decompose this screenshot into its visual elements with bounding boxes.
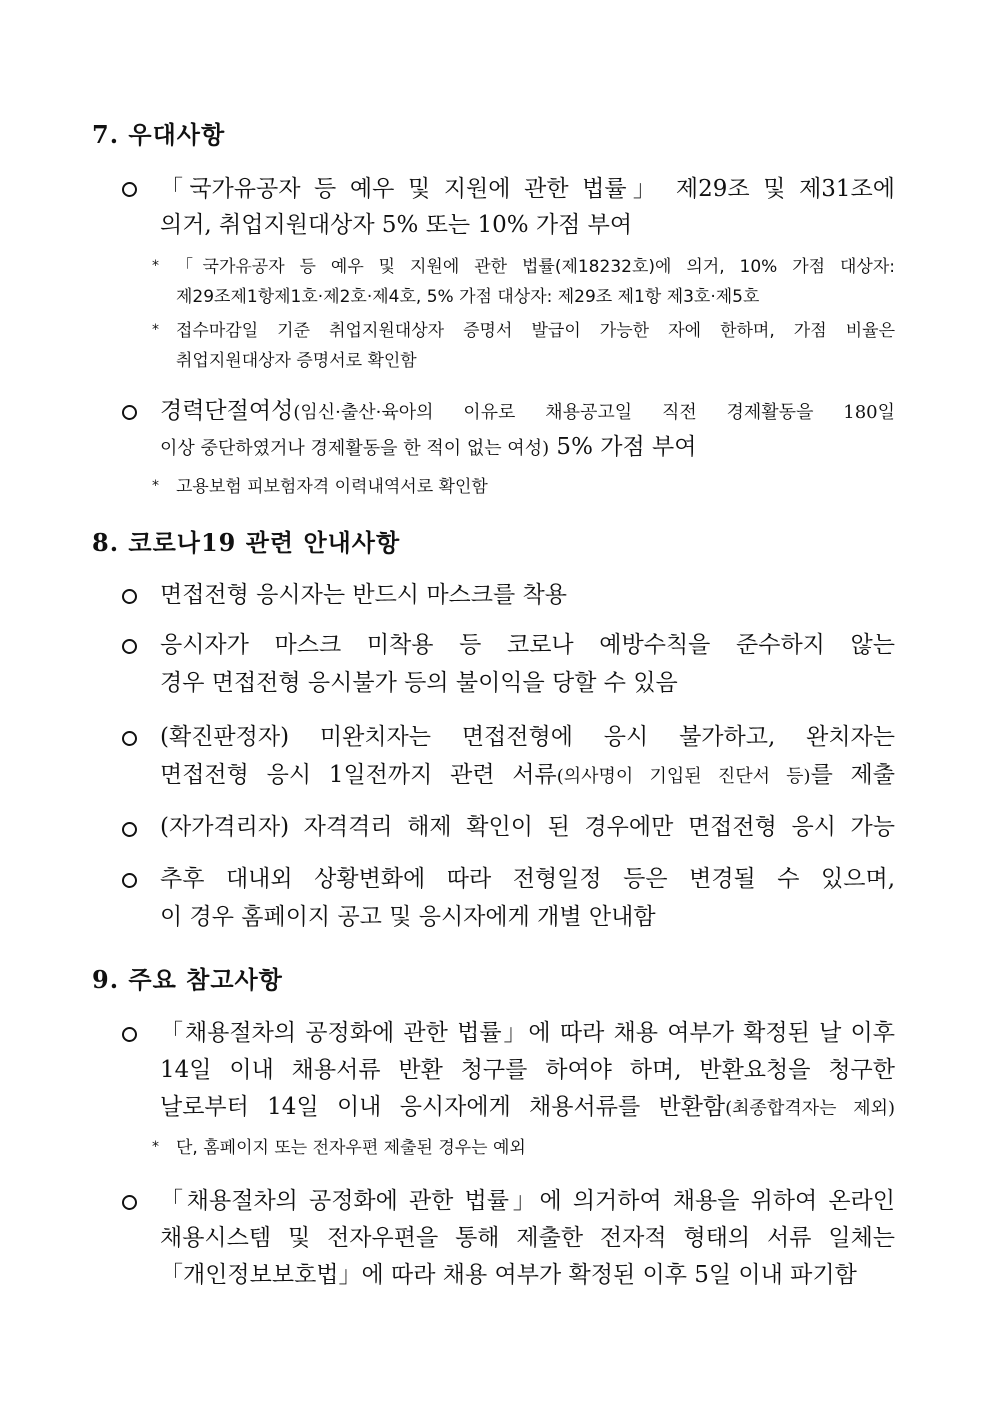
s9-item2-line3: 「개인정보보호법」에 따라 채용 여부가 확정된 이후 5일 이내 파기함 xyxy=(160,1262,857,1288)
note-mark: * xyxy=(152,258,159,274)
note-mark: * xyxy=(152,322,159,338)
s9-item2-line2: 채용시스템 및 전자우편을 통해 제출한 전자적 형태의 서류 일체는 xyxy=(160,1225,895,1251)
s8-item2-line1: 응시자가 마스크 미착용 등 코로나 예방수칙을 준수하지 않는 xyxy=(160,632,895,658)
section-9-heading: 9. 주요 참고사항 xyxy=(92,965,283,994)
s9-item1-line2: 14일 이내 채용서류 반환 청구를 하여야 하며, 반환요청을 청구한 xyxy=(160,1057,895,1083)
s7-item2-line2 xyxy=(160,428,696,461)
s8-item3-end: 를 제출 xyxy=(810,762,895,788)
bullet-icon xyxy=(122,587,140,605)
s7-item2-main2: 5% 가점 부여 xyxy=(549,434,697,460)
s7-item1-line1: 「국가유공자 등 예우 및 지원에 관한 법률」 제29조 및 제31조에 xyxy=(160,176,895,202)
s8-item3-paren: (의사명이 기입된 진단서 등) xyxy=(556,766,811,787)
section-7-heading: 7. 우대사항 xyxy=(92,120,226,149)
s7-item1-note1-line1: 「국가유공자 등 예우 및 지원에 관한 법률(제18232호)에 의거, 10% 가점 대상자: xyxy=(176,257,895,277)
s9-item1-line3 xyxy=(160,1088,895,1121)
s8-item2-line2: 경우 면접전형 응시불가 등의 불이익을 당할 수 있음 xyxy=(160,670,678,696)
s7-item2-paren2: 이상 중단하였거나 경제활동을 한 적이 없는 여성) xyxy=(160,438,550,459)
s7-item2-paren: (임신·출산·육아의 이유로 채용공고일 직전 경제활동을 180일 xyxy=(293,402,895,423)
s7-item1-line2: 의거, 취업지원대상자 5% 또는 10% 가점 부여 xyxy=(160,212,633,238)
note-mark: * xyxy=(152,478,159,494)
s8-item1: 면접전형 응시자는 반드시 마스크를 착용 xyxy=(160,582,567,608)
s9-item2-line1: 「채용절차의 공정화에 관한 법률」에 의거하여 채용을 위하여 온라인 xyxy=(160,1188,895,1214)
bullet-icon xyxy=(122,820,140,838)
s8-item3-line2 xyxy=(160,756,895,789)
s7-item1-note2-line1: 접수마감일 기준 취업지원대상자 증명서 발급이 가능한 자에 한하며, 가점 비율은 xyxy=(176,321,895,341)
s8-item4: (자가격리자) 자격격리 해제 확인이 된 경우에만 면접전형 응시 가능 xyxy=(160,814,895,840)
bullet-icon xyxy=(122,1193,140,1211)
note-mark: * xyxy=(152,1139,159,1155)
s8-item5-line1: 추후 대내외 상황변화에 따라 전형일정 등은 변경될 수 있으며, xyxy=(160,866,895,892)
s9-item1-note: 단, 홈페이지 또는 전자우편 제출된 경우는 예외 xyxy=(176,1138,526,1158)
s9-item1-line1: 「채용절차의 공정화에 관한 법률」에 따라 채용 여부가 확정된 날 이후 xyxy=(160,1020,895,1046)
s7-item2-main: 경력단절여성 xyxy=(160,398,294,424)
bullet-icon xyxy=(122,1025,140,1043)
s7-item2-note: 고용보험 피보험자격 이력내역서로 확인함 xyxy=(176,477,488,497)
s8-item5-line2: 이 경우 홈페이지 공고 및 응시자에게 개별 안내함 xyxy=(160,904,656,930)
s9-item1-main: 날로부터 14일 이내 응시자에게 채용서류를 반환함 xyxy=(160,1094,726,1120)
s9-item1-paren: (최종합격자는 제외) xyxy=(725,1098,895,1119)
bullet-icon xyxy=(122,180,140,198)
s8-item3-main: 면접전형 응시 1일전까지 관련 서류 xyxy=(160,762,557,788)
s7-item1-note1-line2: 제29조제1항제1호·제2호·제4호, 5% 가점 대상자: 제29조 제1항 제3호·제5호 xyxy=(176,287,760,307)
section-8-heading: 8. 코로나19 관련 안내사항 xyxy=(92,528,401,557)
s8-item3-line1: (확진판정자) 미완치자는 면접전형에 응시 불가하고, 완치자는 xyxy=(160,724,895,750)
s7-item1-note2-line2: 취업지원대상자 증명서로 확인함 xyxy=(176,351,417,371)
s7-item2-line1 xyxy=(160,392,895,425)
bullet-icon xyxy=(122,637,140,655)
bullet-icon xyxy=(122,729,140,747)
bullet-icon xyxy=(122,403,140,421)
bullet-icon xyxy=(122,871,140,889)
